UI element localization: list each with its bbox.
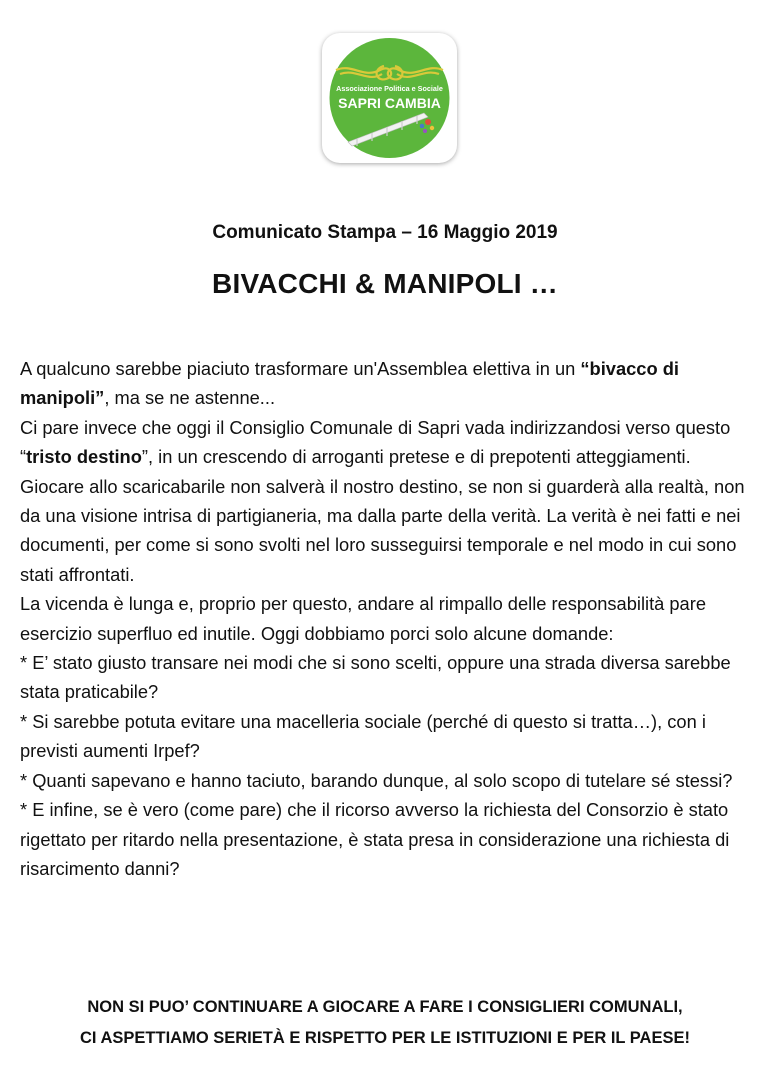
logo-line2: SAPRI CAMBIA: [338, 95, 441, 111]
paragraph-4: La vicenda è lunga e, proprio per questo, andare al rimpallo delle responsabilità pare esercizio superfluo ed inutile. Oggi dobbiamo porci solo alcune domande:: [20, 593, 706, 644]
question-1: * E’ stato giusto transare nei modi che si sono scelti, oppure una strada diversa sarebbe stata praticabile?: [20, 652, 731, 703]
paragraph-2: Ci pare invece che oggi il Consiglio Comunale di Sapri vada indirizzandosi verso questo “tristo destino”, in un crescendo di arroganti pretese e di prepotenti atteggiamenti.: [20, 416, 731, 468]
paragraph-1: A qualcuno sarebbe piaciuto trasformare un'Assemblea elettiva in un “bivacco di manipoli”, ma se ne astenne...: [20, 358, 679, 409]
page-title: BIVACCHI & MANIPOLI …: [212, 268, 558, 299]
article-body: [20, 354, 755, 883]
closing-statement: [0, 992, 770, 1054]
closing-line-1: NON SI PUO’ CONTINUARE A GIOCARE A FARE I CONSIGLIERI COMUNALI,: [87, 998, 683, 1016]
question-4: * E infine, se è vero (come pare) che il ricorso avverso la richiesta del Consorzio è stato rigettato per ritardo nella presentazione, è stata presa in considerazione una richiesta di risarcimento danni?: [20, 799, 730, 879]
logo: [322, 33, 457, 163]
closing-line-2: CI ASPETTIAMO SERIETÀ E RISPETTO PER LE ISTITUZIONI E PER IL PAESE!: [80, 1029, 690, 1047]
question-2: * Si sarebbe potuta evitare una macelleria sociale (perché di questo si tratta…), con i previsti aumenti Irpef?: [20, 710, 706, 762]
press-release-date: Comunicato Stampa – 16 Maggio 2019: [212, 222, 558, 243]
logo-graphic: [322, 33, 457, 163]
question-3: * Quanti sapevano e hanno taciuto, barando dunque, al solo scopo di tutelare sé stessi?: [20, 769, 733, 791]
logo-line1: Associazione Politica e Sociale: [336, 84, 443, 93]
paragraph-3: Giocare allo scaricabarile non salverà il nostro destino, se non si guarderà alla realtà, non da una visione intrisa di partigianeria, ma dalla parte della verità. La verità è nei fatti e nei documenti, per come si sono svolti nel loro susseguirsi temporale e nel modo in cui sono stati affrontati.: [20, 475, 745, 585]
